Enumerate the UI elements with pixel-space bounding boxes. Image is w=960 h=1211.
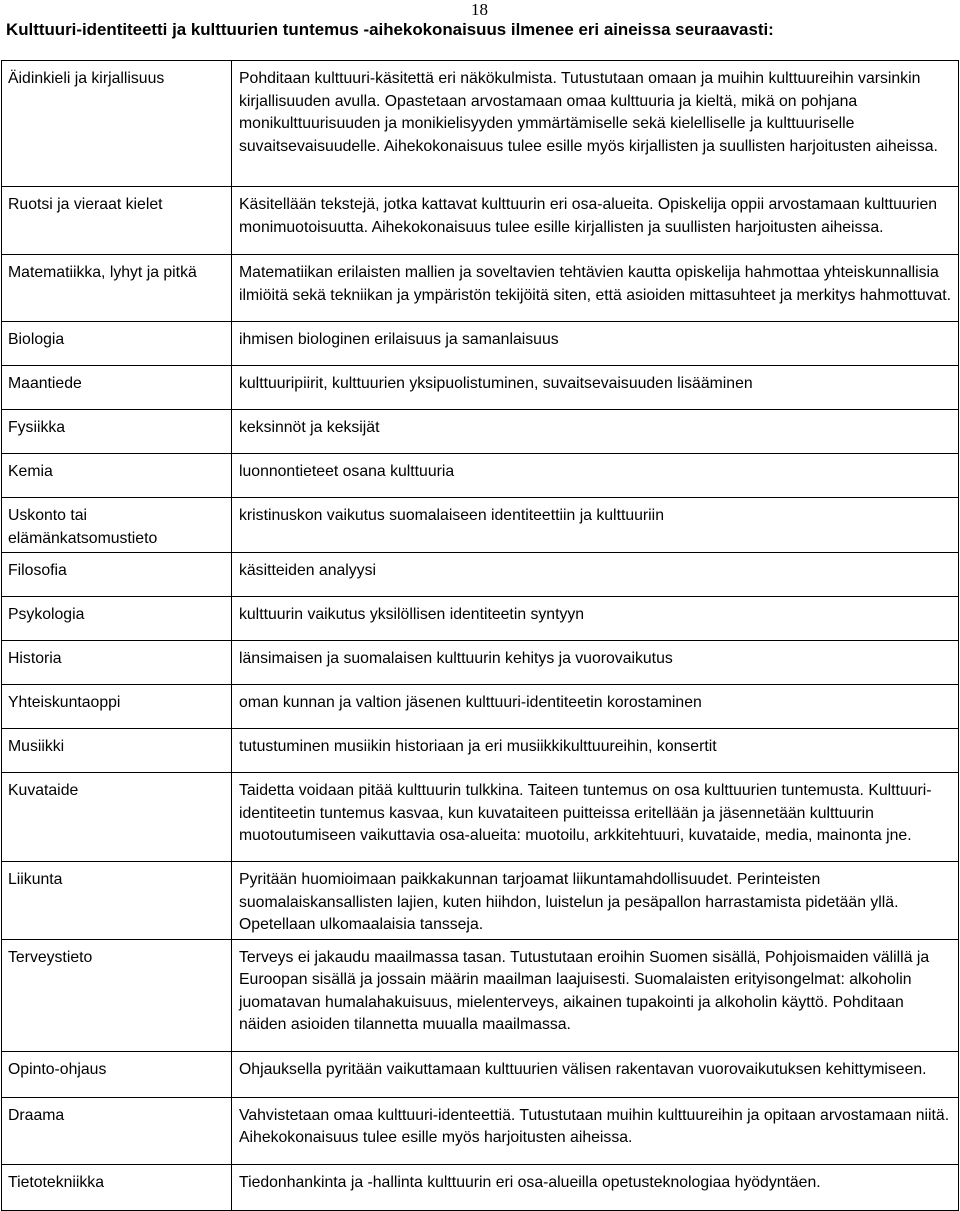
subject-cell: Biologia xyxy=(2,322,232,366)
subject-cell: Historia xyxy=(2,641,232,685)
table-row xyxy=(2,862,959,940)
table-row xyxy=(2,498,959,553)
subject-cell: Ruotsi ja vieraat kielet xyxy=(2,187,232,255)
table-row xyxy=(2,1164,959,1210)
subject-cell: Filosofia xyxy=(2,553,232,597)
table-row xyxy=(2,366,959,410)
table-row xyxy=(2,939,959,1051)
table-row xyxy=(2,1051,959,1097)
description-cell: käsitteiden analyysi xyxy=(232,553,959,597)
subject-cell: Kuvataide xyxy=(2,773,232,862)
table-row xyxy=(2,187,959,255)
description-cell: Pohditaan kulttuuri-käsitettä eri näkökulmista. Tutustutaan omaan ja muihin kulttuureihin varsinkin kirjallisuuden avulla. Opastetaan arvostamaan omaa kulttuuria ja kieltä, mikä on pohjana monikulttuurisuuden ja monikielisyyden ymmärtämiselle sekä kielelliselle ja kulttuuriselle suvaitsevaisuudelle. Aihekokonaisuus tulee esille myös kirjallisten ja suullisten harjoitusten aiheissa. xyxy=(232,61,959,187)
description-cell: Matematiikan erilaisten mallien ja soveltavien tehtävien kautta opiskelija hahmottaa yhteiskunnallisia ilmiöitä sekä tekniikan ja ympäristön tekijöitä siten, että asioiden mittasuhteet ja merkitys hahmottuvat. xyxy=(232,255,959,322)
subject-cell: Liikunta xyxy=(2,862,232,940)
description-cell: kulttuurin vaikutus yksilöllisen identiteetin syntyyn xyxy=(232,597,959,641)
subject-cell: Musiikki xyxy=(2,729,232,773)
subject-cell: Fysiikka xyxy=(2,410,232,454)
table-row xyxy=(2,685,959,729)
table-row xyxy=(2,410,959,454)
subject-cell: Äidinkieli ja kirjallisuus xyxy=(2,61,232,187)
subject-cell: Psykologia xyxy=(2,597,232,641)
description-cell: Tiedonhankinta ja -hallinta kulttuurin eri osa-alueilla opetusteknologiaa hyödyntäen. xyxy=(232,1164,959,1210)
description-cell: kristinuskon vaikutus suomalaiseen identiteettiin ja kulttuuriin xyxy=(232,498,959,553)
table-row xyxy=(2,61,959,187)
subject-cell: Uskonto tai elämänkatsomustieto xyxy=(2,498,232,553)
subject-cell: Opinto-ohjaus xyxy=(2,1051,232,1097)
subject-cell: Tietotekniikka xyxy=(2,1164,232,1210)
description-cell: keksinnöt ja keksijät xyxy=(232,410,959,454)
table-row xyxy=(2,1097,959,1164)
subject-cell: Draama xyxy=(2,1097,232,1164)
subject-cell: Maantiede xyxy=(2,366,232,410)
description-cell: Taidetta voidaan pitää kulttuurin tulkkina. Taiteen tuntemus on osa kulttuurien tuntemusta. Kulttuuri-identiteetin tuntemus kasvaa, kun kuvataiteen puitteissa eritellään ja jäsennetään kulttuurin muotoutumiseen vaikuttavia osa-alueita: muotoilu, arkkitehtuuri, kuvataide, media, mainonta jne. xyxy=(232,773,959,862)
description-cell: Pyritään huomioimaan paikkakunnan tarjoamat liikuntamahdollisuudet. Perinteisten suomalaiskansallisten lajien, kuten hiihdon, luistelun ja pesäpallon harrastamista pidetään yllä. Opetellaan ulkomaalaisia tansseja. xyxy=(232,862,959,940)
table-row xyxy=(2,729,959,773)
description-cell: Ohjauksella pyritään vaikuttamaan kulttuurien välisen rakentavan vuorovaikutuksen kehittymiseen. xyxy=(232,1051,959,1097)
description-cell: kulttuuripiirit, kulttuurien yksipuolistuminen, suvaitsevaisuuden lisääminen xyxy=(232,366,959,410)
table-row xyxy=(2,597,959,641)
subject-cell: Kemia xyxy=(2,454,232,498)
description-cell: Terveys ei jakaudu maailmassa tasan. Tutustutaan eroihin Suomen sisällä, Pohjoismaiden välillä ja Euroopan sisällä ja jossain määrin maailman laajuisesti. Suomalaisten erityisongelmat: alkoholin juomatavan humalahakuisuus, mielenterveys, aikainen tupakointi ja alkoholin käyttö. Pohditaan näiden asioiden tilannetta muualla maailmassa. xyxy=(232,939,959,1051)
description-cell: oman kunnan ja valtion jäsenen kulttuuri-identiteetin korostaminen xyxy=(232,685,959,729)
document-heading: Kulttuuri-identiteetti ja kulttuurien tuntemus -aihekokonaisuus ilmenee eri aineissa seuraavasti: xyxy=(6,20,774,39)
page-number: 18 xyxy=(471,0,488,19)
description-cell: luonnontieteet osana kulttuuria xyxy=(232,454,959,498)
description-cell: ihmisen biologinen erilaisuus ja samanlaisuus xyxy=(232,322,959,366)
table-row xyxy=(2,773,959,862)
description-cell: Käsitellään tekstejä, jotka kattavat kulttuurin eri osa-alueita. Opiskelija oppii arvostamaan kulttuurien monimuotoisuutta. Aihekokonaisuus tulee esille kirjallisten ja suullisten harjoitusten aiheissa. xyxy=(232,187,959,255)
description-cell: Vahvistetaan omaa kulttuuri-identeettiä. Tutustutaan muihin kulttuureihin ja opitaan arvostamaan niitä. Aihekokonaisuus tulee esille myös harjoitusten aiheissa. xyxy=(232,1097,959,1164)
table-row xyxy=(2,641,959,685)
subject-cell: Matematiikka, lyhyt ja pitkä xyxy=(2,255,232,322)
subject-cell: Yhteiskuntaoppi xyxy=(2,685,232,729)
subject-table-body xyxy=(2,61,959,1211)
description-cell: tutustuminen musiikin historiaan ja eri musiikkikulttuureihin, konsertit xyxy=(232,729,959,773)
subject-table xyxy=(1,60,959,1211)
table-row xyxy=(2,454,959,498)
subject-cell: Terveystieto xyxy=(2,939,232,1051)
table-row xyxy=(2,255,959,322)
table-row xyxy=(2,553,959,597)
description-cell: länsimaisen ja suomalaisen kulttuurin kehitys ja vuorovaikutus xyxy=(232,641,959,685)
table-row xyxy=(2,322,959,366)
